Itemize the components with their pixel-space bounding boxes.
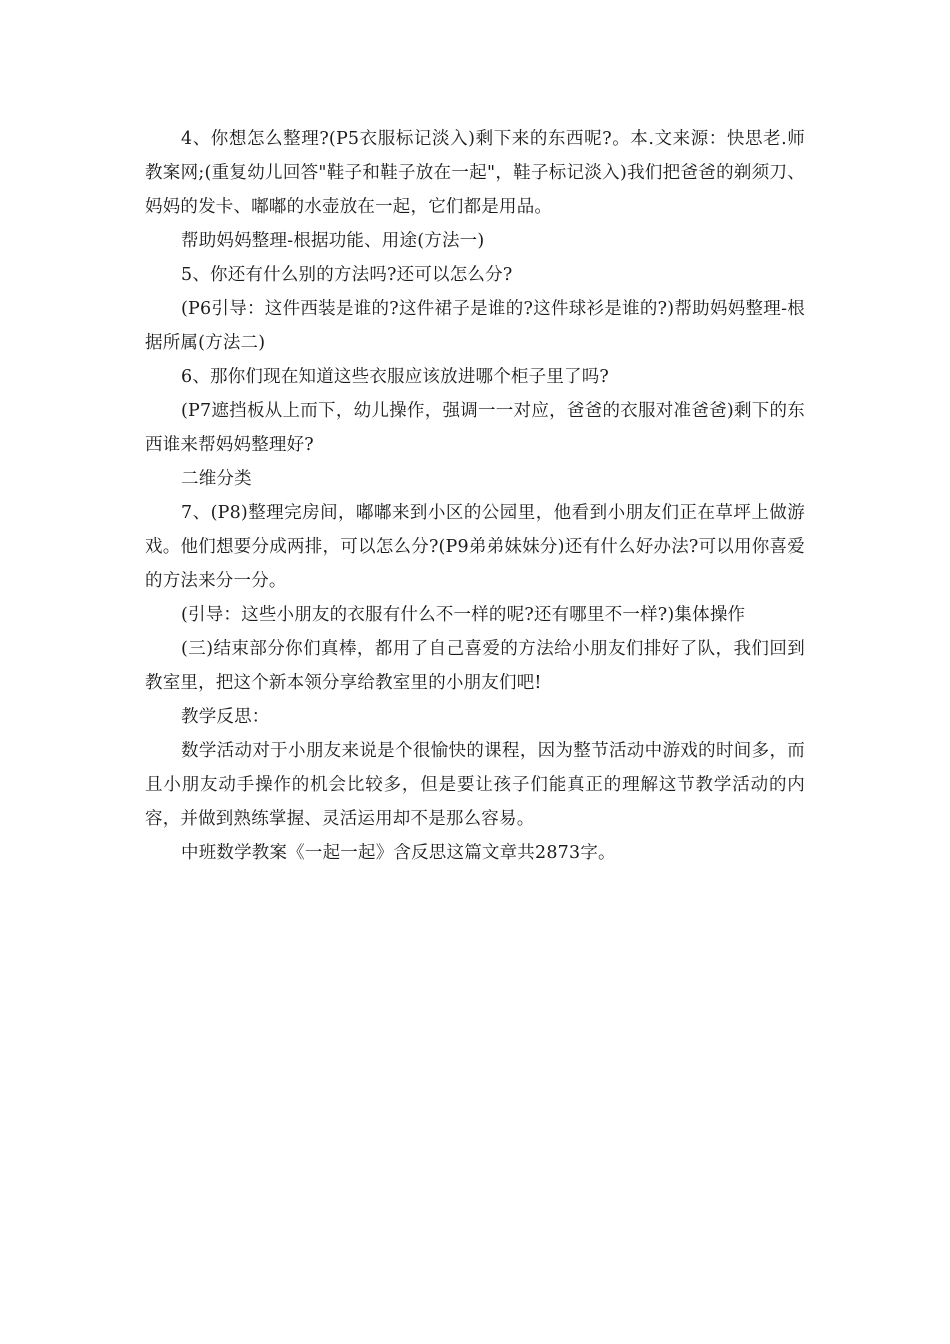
paragraph-step-4: 4、你想怎么整理?(P5衣服标记淡入)剩下来的东西呢?。本.文来源：快思老.师教案网;(重复幼儿回答"鞋子和鞋子放在一起"，鞋子标记淡入)我们把爸爸的剃须刀、妈妈的发卡、嘟嘟的水壶放在一起，它们都是用品。 <box>145 129 805 217</box>
paragraph-footer-note: 中班数学教案《一起一起》含反思这篇文章共2873字。 <box>181 843 616 863</box>
paragraph-p7-operation: (P7遮挡板从上而下，幼儿操作，强调一一对应，爸爸的衣服对准爸爸)剩下的东西谁来帮妈妈整理好? <box>145 401 805 455</box>
paragraph-step-5: 5、你还有什么别的方法吗?还可以怎么分? <box>181 265 513 285</box>
paragraph-p6-guide: (P6引导：这件西装是谁的?这件裙子是谁的?这件球衫是谁的?)帮助妈妈整理-根据所属(方法二) <box>145 299 805 353</box>
section-heading-reflection: 教学反思： <box>181 707 270 727</box>
paragraph-guide-group: (引导：这些小朋友的衣服有什么不一样的呢?还有哪里不一样?)集体操作 <box>181 605 746 625</box>
paragraph-step-7: 7、(P8)整理完房间，嘟嘟来到小区的公园里，他看到小朋友们正在草坪上做游戏。他们想要分成两排，可以怎么分?(P9弟弟妹妹分)还有什么好办法?可以用你喜爱的方法来分一分。 <box>145 503 805 591</box>
document-page <box>145 122 805 870</box>
paragraph-method-1: 帮助妈妈整理-根据功能、用途(方法一) <box>181 231 485 251</box>
paragraph-step-6: 6、那你们现在知道这些衣服应该放进哪个柜子里了吗? <box>181 367 610 387</box>
paragraph-ending: (三)结束部分你们真棒，都用了自己喜爱的方法给小朋友们排好了队，我们回到教室里，把这个新本领分享给教室里的小朋友们吧! <box>145 639 805 693</box>
paragraph-reflection: 数学活动对于小朋友来说是个很愉快的课程，因为整节活动中游戏的时间多，而且小朋友动手操作的机会比较多，但是要让孩子们能真正的理解这节教学活动的内容，并做到熟练掌握、灵活运用却不是那么容易。 <box>145 741 805 829</box>
section-heading-2d-classification: 二维分类 <box>181 469 252 489</box>
